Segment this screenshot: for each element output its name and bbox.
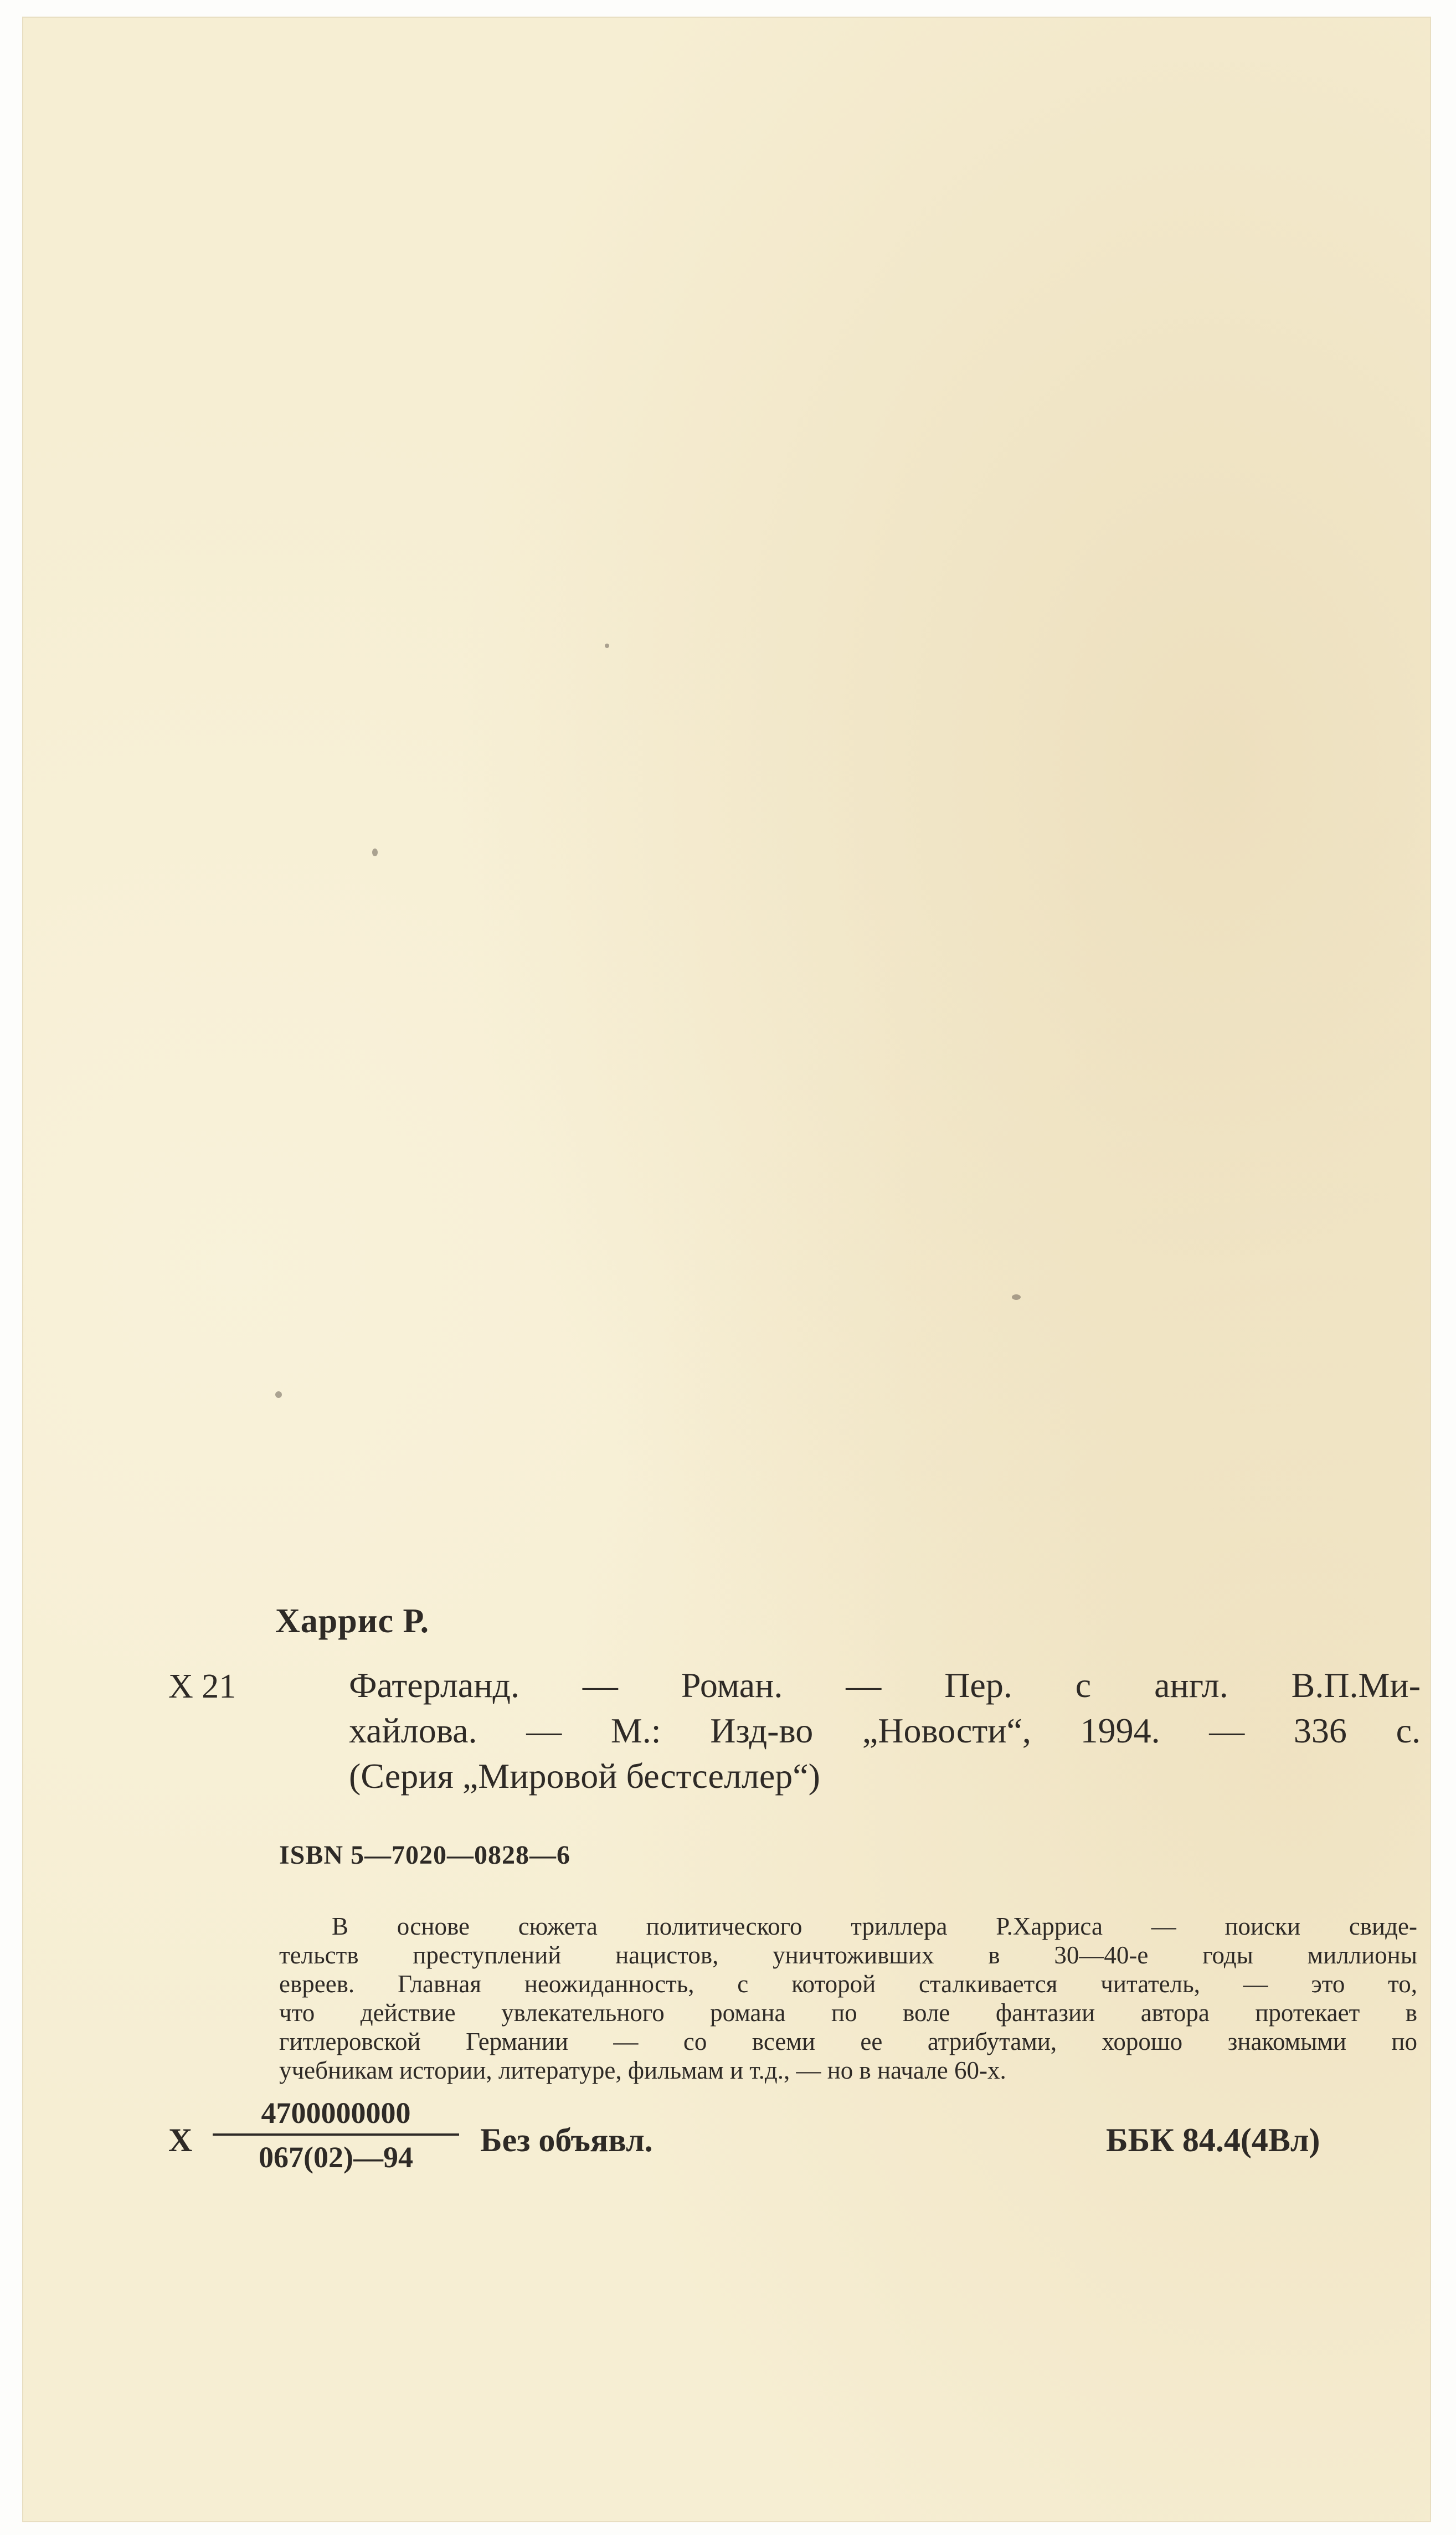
bibliographic-line: (Серия „Мировой бестселлер“)	[349, 1756, 820, 1796]
abstract	[279, 1912, 1417, 2085]
imprint-fraction	[213, 2096, 459, 2174]
no-advert-note: Без объявл.	[480, 2122, 653, 2158]
author-name: Харрис Р.	[275, 1602, 430, 1640]
abstract-line: что действие увлекательного романа по воле фантазии автора протекает в	[279, 1999, 1417, 2027]
bibliographic-description	[349, 1663, 1421, 1799]
book-page	[22, 17, 1431, 2522]
bibliographic-line: Фатерланд. — Роман. — Пер. с англ. В.П.Ми-	[349, 1665, 1421, 1705]
abstract-line: учебникам истории, литературе, фильмам и т.д., — но в начале 60-х.	[279, 2056, 1006, 2084]
imprint-numerator: 4700000000	[213, 2096, 459, 2136]
classification-code: X 21	[168, 1668, 236, 1705]
imprint-denominator: 067(02)—94	[259, 2141, 413, 2174]
paper-speck	[275, 1391, 282, 1398]
abstract-line: гитлеровской Германии — со всеми ее атрибутами, хорошо знакомыми по	[279, 2028, 1417, 2055]
bibliographic-line: хайлова. — М.: Изд-во „Новости“, 1994. — 336 с.	[349, 1711, 1421, 1750]
abstract-line: В основе сюжета политического триллера Р.Харриса — поиски свиде-	[332, 1912, 1417, 1940]
paper-speck	[372, 849, 378, 856]
abstract-line: тельств преступлений нацистов, уничтоживших в 30—40-е годы миллионы	[279, 1941, 1417, 1969]
imprint-prefix: X	[168, 2122, 193, 2158]
paper-speck	[605, 644, 609, 648]
paper-speck	[1012, 1294, 1021, 1300]
isbn: ISBN 5—7020—0828—6	[279, 1840, 571, 1870]
abstract-line: евреев. Главная неожиданность, с которой сталкивается читатель, — это то,	[279, 1970, 1417, 1998]
bbk-code: ББК 84.4(4Вл)	[1106, 2122, 1320, 2158]
